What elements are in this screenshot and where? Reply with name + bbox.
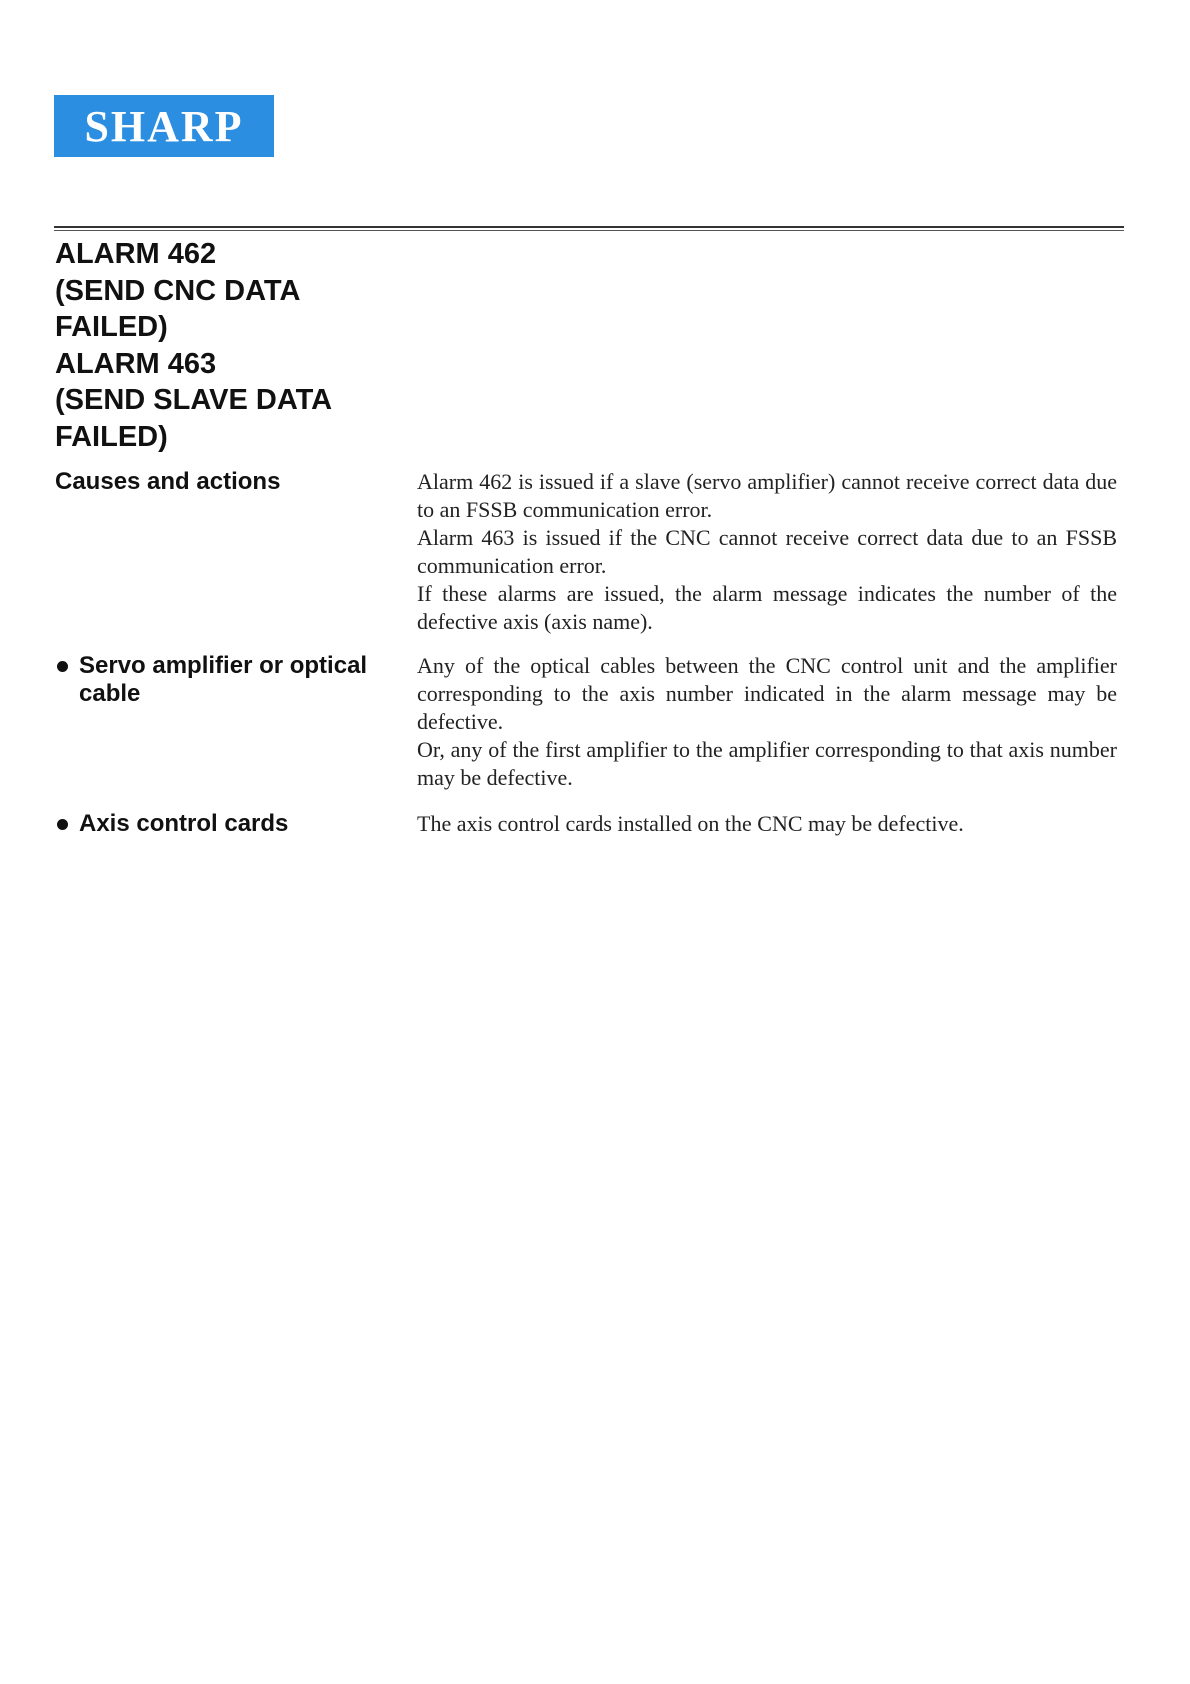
item-paragraph: Any of the optical cables between the CNC control unit and the amplifier corresponding to the axis number indicated in the alarm message may be defective. <box>417 653 1117 734</box>
sharp-logo: SHARP <box>54 95 274 157</box>
item-label: Axis control cards <box>79 810 289 837</box>
item-label-wrapper <box>55 810 395 838</box>
causes-paragraph: Alarm 462 is issued if a slave (servo amplifier) cannot receive correct data due to an FSSB communication error. <box>417 469 1117 522</box>
title-line: ALARM 462 <box>55 238 217 270</box>
causes-paragraph: Alarm 463 is issued if the CNC cannot receive correct data due to an FSSB communication error. <box>417 525 1117 578</box>
causes-label: Causes and actions <box>55 468 281 495</box>
item-label-wrapper <box>55 652 395 708</box>
title-line: ALARM 463 <box>55 347 217 380</box>
item-text <box>417 652 1117 792</box>
bullet-icon <box>57 661 68 672</box>
item-paragraph: Or, any of the first amplifier to the amplifier corresponding to that axis number may be defective. <box>417 737 1117 790</box>
alarm-title <box>55 236 435 455</box>
header-rule-thick <box>54 226 1124 228</box>
bullet-icon <box>57 819 68 830</box>
causes-text <box>417 468 1117 636</box>
title-line: FAILED) <box>55 420 168 453</box>
title-line: FAILED) <box>55 311 168 343</box>
causes-paragraph: If these alarms are issued, the alarm message indicates the number of the defective axis (axis name). <box>417 581 1117 634</box>
title-line: (SEND CNC DATA <box>55 274 301 307</box>
header-rule-thin <box>54 230 1124 231</box>
item-text <box>417 810 1117 838</box>
title-line: (SEND SLAVE DATA <box>55 384 333 416</box>
item-label: Servo amplifier or optical cable <box>79 652 368 707</box>
item-paragraph: The axis control cards installed on the CNC may be defective. <box>417 811 964 836</box>
